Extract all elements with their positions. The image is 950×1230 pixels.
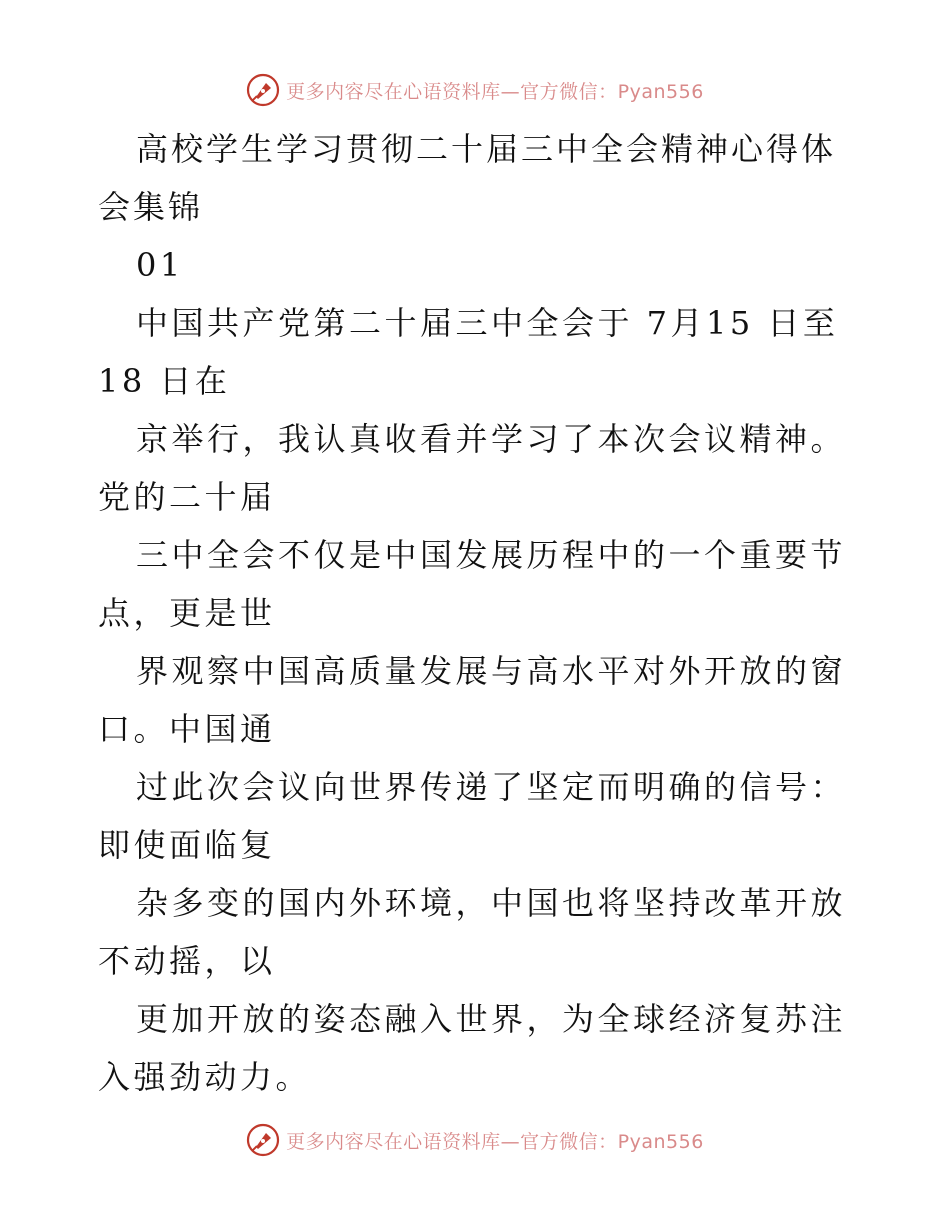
body-paragraph: 京举行，我认真收看并学习了本次会议精神。党的二十届	[98, 420, 847, 516]
body-paragraph: 杂多变的国内外环境，中国也将坚持改革开放不动摇，以	[98, 884, 847, 980]
watermark-text: 更多内容尽在心语资料库—官方微信：Pyan556	[286, 80, 704, 103]
document-body	[98, 120, 858, 1106]
body-paragraph: 界观察中国高质量发展与高水平对外开放的窗口。中国通	[98, 652, 847, 748]
document-title: 高校学生学习贯彻二十届三中全会精神心得体会集锦	[98, 130, 837, 226]
body-paragraph: 更加开放的姿态融入世界，为全球经济复苏注入强劲动力。	[98, 1000, 847, 1096]
body-paragraph: 中国共产党第二十届三中全会于 7月15 日至 18 日在	[98, 304, 839, 400]
footer-watermark	[0, 1122, 950, 1158]
section-number: 01	[136, 246, 184, 284]
watermark-text: 更多内容尽在心语资料库—官方微信：Pyan556	[286, 1130, 704, 1153]
body-paragraph: 三中全会不仅是中国发展历程中的一个重要节点，更是世	[98, 536, 847, 632]
header-watermark	[0, 72, 950, 108]
body-paragraph: 过此次会议向世界传递了坚定而明确的信号：即使面临复	[98, 768, 847, 864]
pen-nib-logo-icon	[246, 1123, 280, 1157]
pen-nib-logo-icon	[246, 73, 280, 107]
